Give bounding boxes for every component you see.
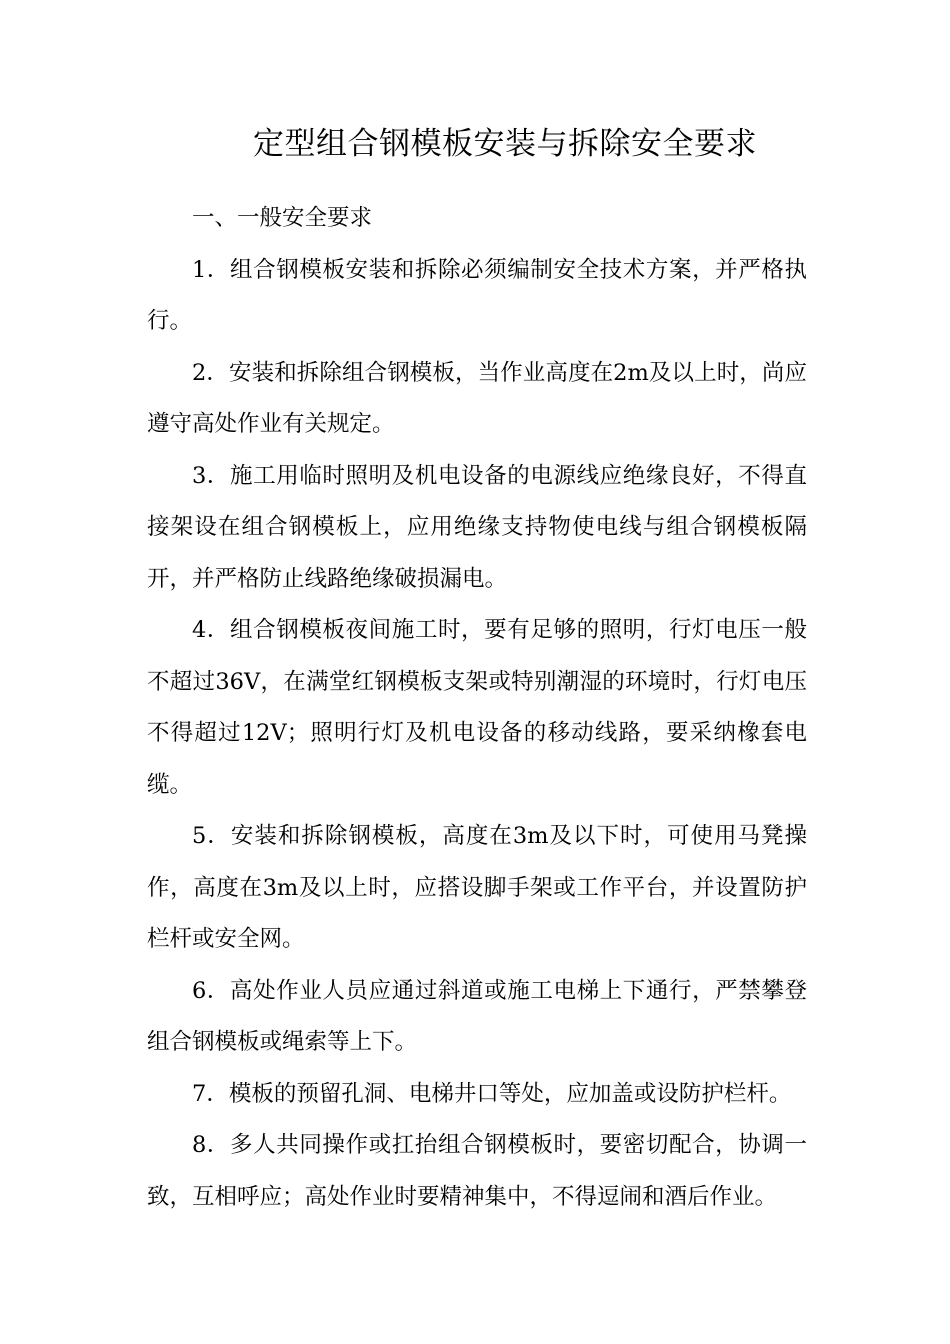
rule-item-8: 8．多人共同操作或扛抬组合钢模板时，要密切配合，协调一致，互相呼应；高处作业时要精神集中，不得逗闹和酒后作业。 [147, 1132, 807, 1210]
rule-item-5: 5．安装和拆除钢模板，高度在3m及以下时，可使用马凳操作，高度在3m及以上时，应搭设脚手架或工作平台，并设置防护栏杆或安全网。 [147, 823, 807, 952]
rule-item-3: 3．施工用临时照明及机电设备的电源线应绝缘良好，不得直接架设在组合钢模板上，应用绝缘支持物使电线与组合钢模板隔开，并严格防止线路绝缘破损漏电。 [147, 462, 807, 592]
rule-item-2: 2．安装和拆除组合钢模板，当作业高度在2m及以上时，尚应遵守高处作业有关规定。 [147, 359, 807, 437]
section-heading: 一、一般安全要求 [192, 205, 373, 231]
document-title: 定型组合钢模板安装与拆除安全要求 [253, 126, 757, 162]
document-body [147, 193, 807, 1223]
rule-item-6: 6．高处作业人员应通过斜道或施工电梯上下通行，严禁攀登组合钢模板或绳索等上下。 [147, 977, 807, 1055]
rule-item-7: 7．模板的预留孔洞、电梯井口等处，应加盖或设防护栏杆。 [192, 1080, 792, 1107]
rule-item-4: 4．组合钢模板夜间施工时，要有足够的照明，行灯电压一般不超过36V，在满堂红钢模板支架或特别潮湿的环境时，行灯电压不得超过12V；照明行灯及机电设备的移动线路，要采纳橡套电缆。 [147, 617, 807, 798]
rule-item-1: 1．组合钢模板安装和拆除必须编制安全技术方案，并严格执行。 [147, 256, 807, 334]
